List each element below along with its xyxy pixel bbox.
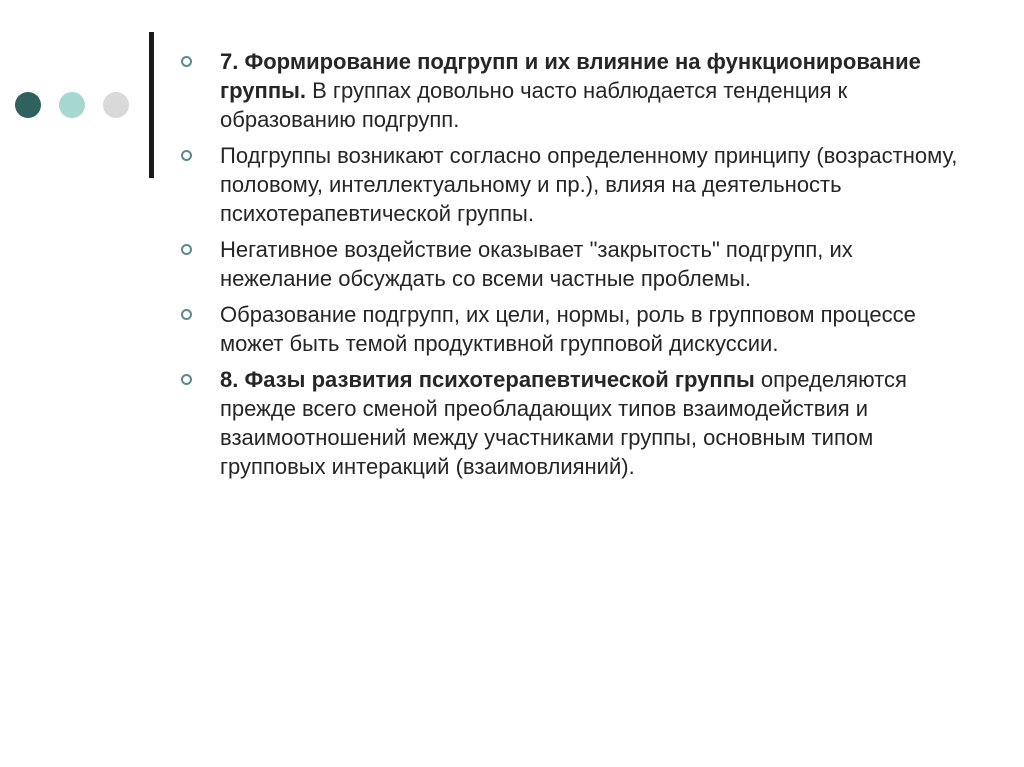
bullet-bold-text: 7. Формирование подгрупп и их влияние на функционирование группы. [220, 49, 921, 103]
vertical-divider [149, 32, 154, 178]
hollow-circle-bullet-icon [181, 244, 192, 255]
light-teal-circle-icon [59, 92, 85, 118]
bullet-list [178, 47, 968, 488]
bullet-text: В группах довольно часто наблюдается тенденция к образованию подгрупп. [220, 78, 848, 132]
bullet-item-5 [178, 365, 968, 481]
dark-teal-circle-icon [15, 92, 41, 118]
bullet-text: Подгруппы возникают согласно определенному принципу (возрастному, половому, интеллектуальному и пр.), влияя на деятельность психотерапевтической группы. [220, 143, 958, 226]
hollow-circle-bullet-icon [181, 309, 192, 320]
bullet-item-4 [178, 300, 968, 358]
hollow-circle-bullet-icon [181, 374, 192, 385]
bullet-item-3 [178, 235, 968, 293]
decorative-dots [15, 92, 147, 118]
bullet-item-1 [178, 47, 968, 134]
light-gray-circle-icon [103, 92, 129, 118]
bullet-item-2 [178, 141, 968, 228]
hollow-circle-bullet-icon [181, 56, 192, 67]
bullet-text: Образование подгрупп, их цели, нормы, роль в групповом процессе может быть темой продуктивной групповой дискуссии. [220, 302, 916, 356]
bullet-text: Негативное воздействие оказывает "закрытость" подгрупп, их нежелание обсуждать со всеми частные проблемы. [220, 237, 853, 291]
bullet-bold-text: 8. Фазы развития психотерапевтической группы [220, 367, 755, 392]
hollow-circle-bullet-icon [181, 150, 192, 161]
bullet-text: определяются прежде всего сменой преобладающих типов взаимодействия и взаимоотношений между участниками группы, основным типом групповых интеракций (взаимовлияний). [220, 367, 907, 479]
